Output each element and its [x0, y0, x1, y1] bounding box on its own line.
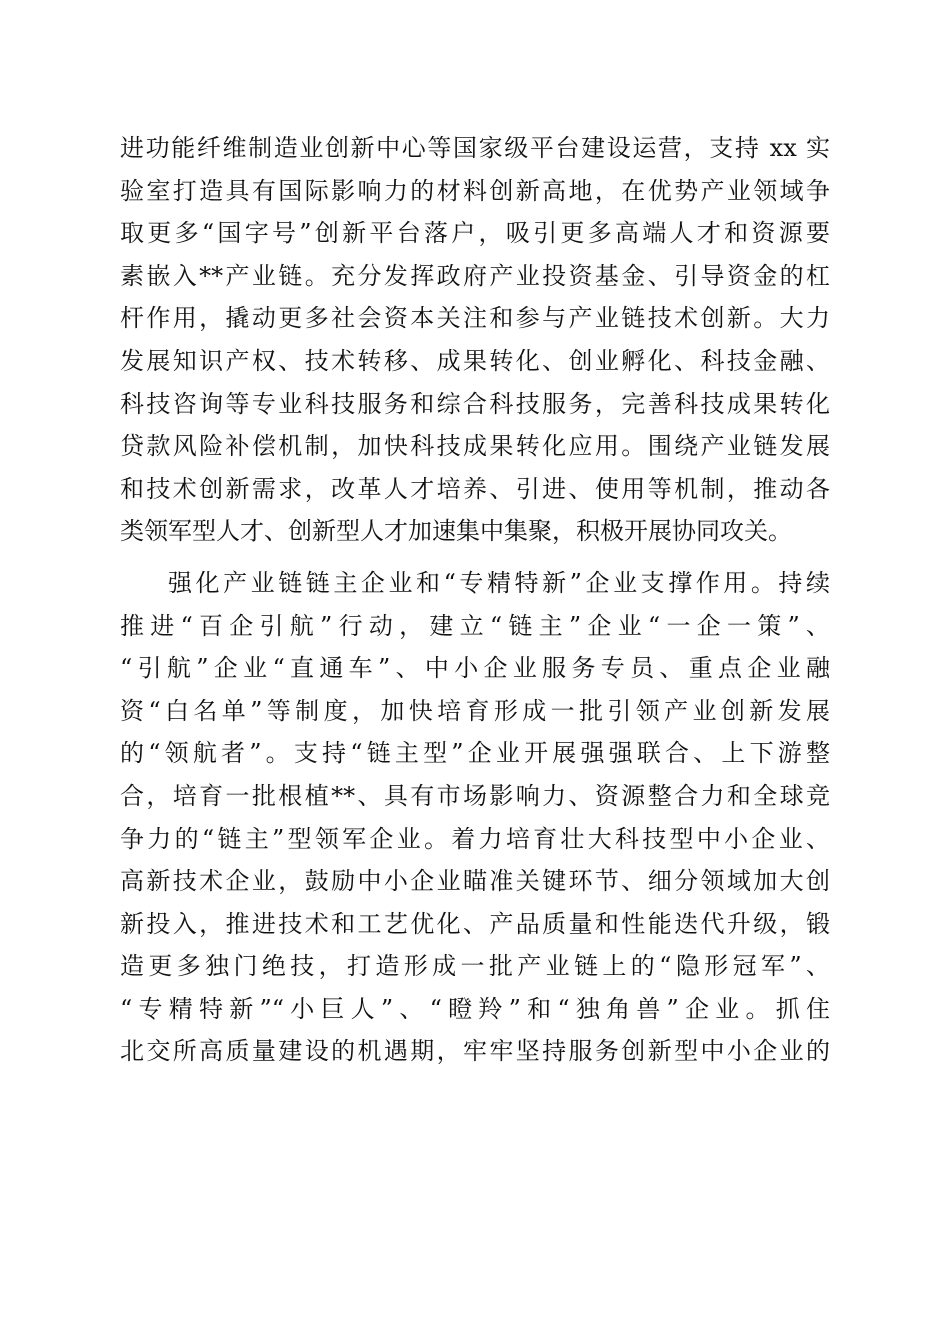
paragraph-line: 的“领航者”。支持“链主型”企业开展强强联合、上下游整	[120, 739, 830, 768]
paragraph-line: 杆作用，撬动更多社会资本关注和参与产业链技术创新。大力	[120, 304, 830, 333]
paragraph-line: 进功能纤维制造业创新中心等国家级平台建设运营，支持 xx 实	[120, 134, 830, 162]
paragraph-line: 科技咨询等专业科技服务和综合科技服务，完善科技成果转化	[120, 389, 830, 418]
paragraph-1	[120, 127, 830, 553]
paragraph-line: 验室打造具有国际影响力的材料创新高地，在优势产业领域争	[120, 176, 830, 205]
paragraph-line: 新投入，推进技术和工艺优化、产品质量和性能迭代升级，锻	[120, 909, 830, 938]
document-body	[120, 127, 830, 1073]
paragraph-line: 类领军型人才、创新型人才加速集中集聚，积极开展协同攻关。	[120, 517, 792, 546]
paragraph-line: “专精特新”“小巨人”、“瞪羚”和“独角兽”企业。抓住	[120, 994, 830, 1023]
paragraph-line: 强化产业链链主企业和“专精特新”企业支撑作用。持续	[168, 568, 830, 597]
paragraph-line: “引航”企业“直通车”、中小企业服务专员、重点企业融	[120, 654, 830, 683]
paragraph-2	[120, 562, 830, 1073]
paragraph-line: 合，培育一批根植**、具有市场影响力、资源整合力和全球竞	[120, 781, 830, 810]
paragraph-line: 高新技术企业，鼓励中小企业瞄准关键环节、细分领域加大创	[120, 867, 830, 896]
paragraph-line: 造更多独门绝技，打造形成一批产业链上的“隐形冠军”、	[120, 952, 830, 981]
paragraph-line: 北交所高质量建设的机遇期，牢牢坚持服务创新型中小企业的	[120, 1037, 830, 1066]
paragraph-line: 发展知识产权、技术转移、成果转化、创业孵化、科技金融、	[120, 346, 830, 375]
paragraph-line: 素嵌入**产业链。充分发挥政府产业投资基金、引导资金的杠	[120, 261, 830, 290]
paragraph-gap	[120, 553, 830, 562]
paragraph-line: 推进“百企引航”行动，建立“链主”企业“一企一策”、	[120, 611, 830, 640]
paragraph-line: 取更多“国字号”创新平台落户，吸引更多高端人才和资源要	[120, 219, 830, 248]
paragraph-line: 贷款风险补偿机制，加快科技成果转化应用。围绕产业链发展	[120, 432, 830, 461]
paragraph-line: 资“白名单”等制度，加快培育形成一批引领产业创新发展	[120, 696, 830, 725]
paragraph-line: 争力的“链主”型领军企业。着力培育壮大科技型中小企业、	[120, 824, 830, 853]
paragraph-line: 和技术创新需求，改革人才培养、引进、使用等机制，推动各	[120, 474, 830, 503]
